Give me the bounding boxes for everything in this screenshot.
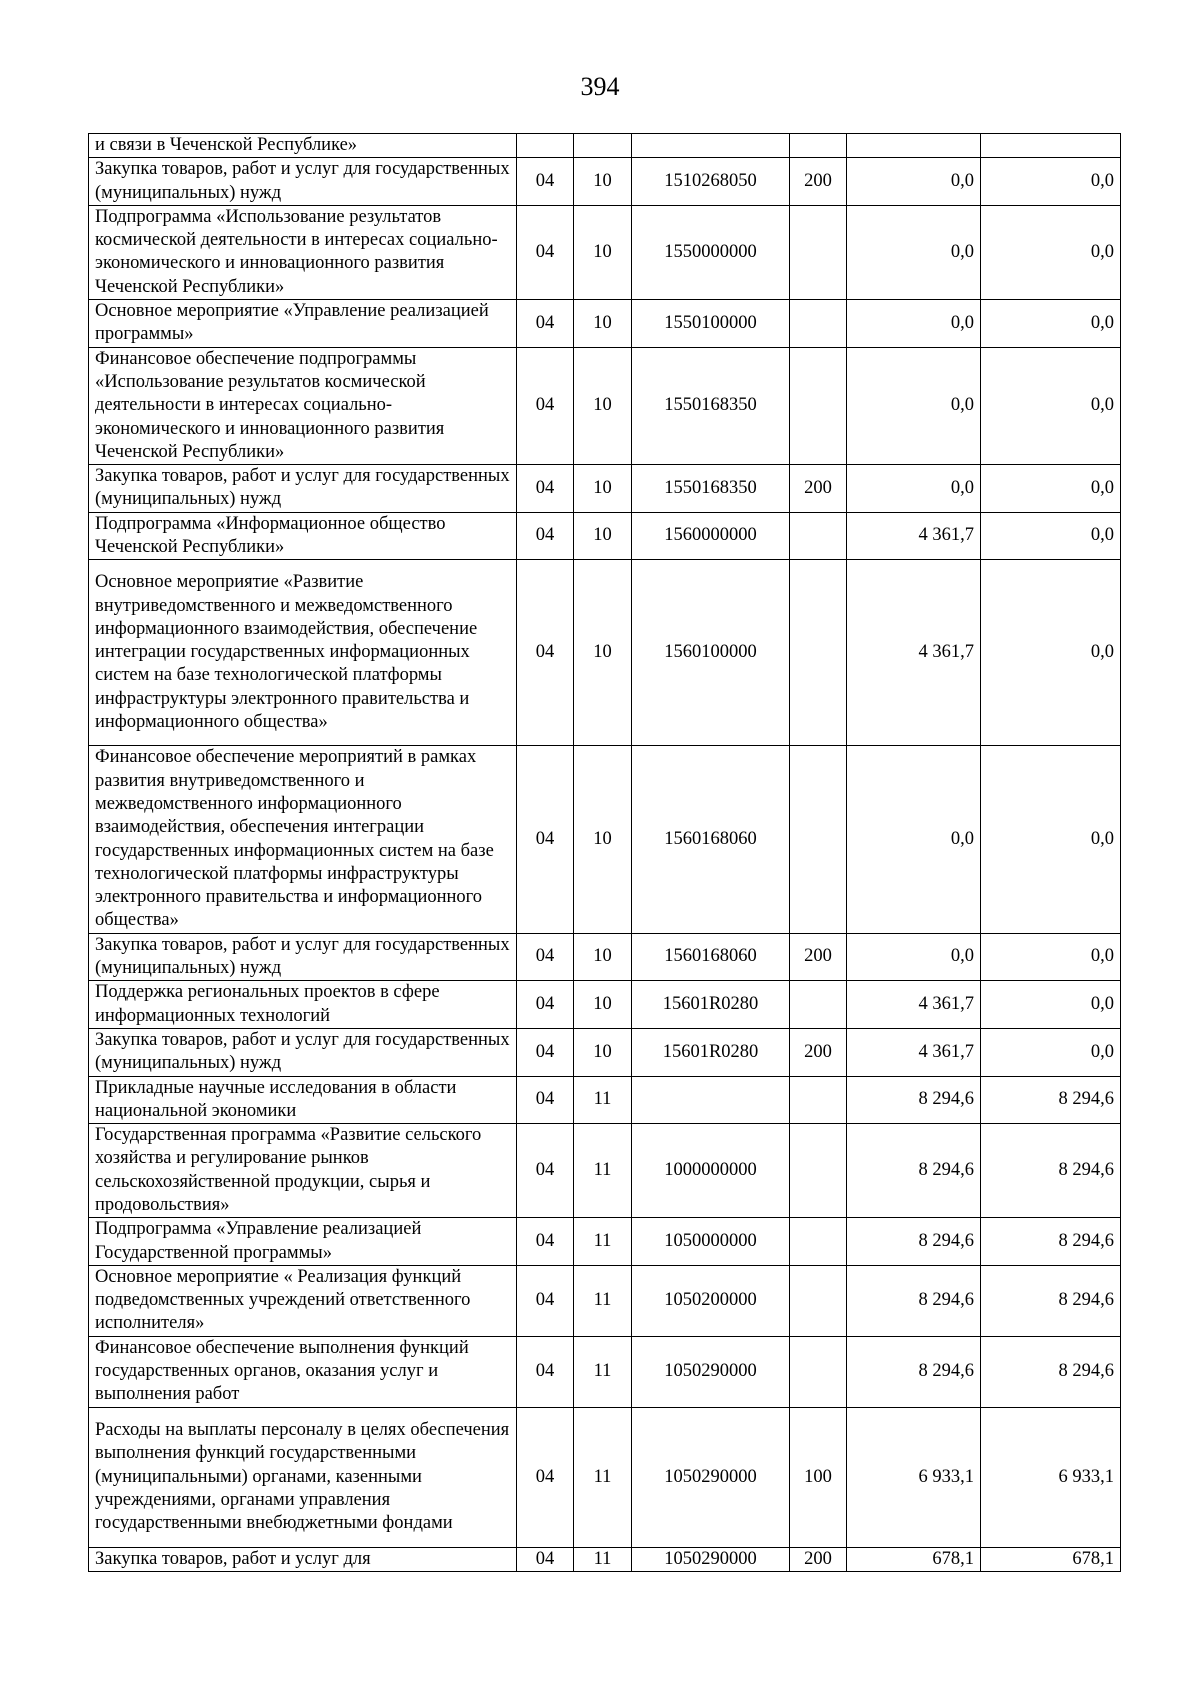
amount-year-2: 0,0 [981, 981, 1121, 1029]
expense-type-code [790, 1265, 847, 1336]
section-code: 04 [517, 1265, 574, 1336]
subsection-code: 11 [574, 1265, 632, 1336]
target-article-code: 1050290000 [632, 1547, 790, 1571]
section-code: 04 [517, 1218, 574, 1266]
section-code: 04 [517, 981, 574, 1029]
expense-type-code: 200 [790, 933, 847, 981]
section-code: 04 [517, 1547, 574, 1571]
amount-year-2: 0,0 [981, 1028, 1121, 1076]
amount-year-1: 4 361,7 [847, 1028, 981, 1076]
section-code: 04 [517, 746, 574, 933]
section-code: 04 [517, 1336, 574, 1407]
table-row [89, 134, 1121, 158]
table-row [89, 1407, 1121, 1547]
subsection-code: 10 [574, 981, 632, 1029]
row-description: Подпрограмма «Использование результатов космической деятельности в интересах социально-экономического и инновационного развития Чеченской Республики» [89, 205, 517, 299]
table-row [89, 1547, 1121, 1571]
row-description: Закупка товаров, работ и услуг для государственных (муниципальных) нужд [89, 158, 517, 206]
table-row [89, 560, 1121, 746]
subsection-code: 10 [574, 560, 632, 746]
table-row [89, 981, 1121, 1029]
amount-year-2: 8 294,6 [981, 1076, 1121, 1124]
amount-year-2: 0,0 [981, 347, 1121, 464]
page-number: 394 [580, 72, 620, 101]
amount-year-1: 0,0 [847, 300, 981, 348]
section-code: 04 [517, 933, 574, 981]
row-description: и связи в Чеченской Республике» [89, 134, 517, 158]
table-row [89, 512, 1121, 560]
expense-type-code [790, 300, 847, 348]
target-article-code: 1560000000 [632, 512, 790, 560]
amount-year-1: 8 294,6 [847, 1124, 981, 1218]
amount-year-1: 6 933,1 [847, 1407, 981, 1547]
amount-year-1: 4 361,7 [847, 560, 981, 746]
subsection-code: 11 [574, 1407, 632, 1547]
section-code [517, 134, 574, 158]
expense-type-code [790, 205, 847, 299]
subsection-code: 10 [574, 465, 632, 513]
target-article-code: 1560168060 [632, 746, 790, 933]
expense-type-code: 200 [790, 1547, 847, 1571]
section-code: 04 [517, 465, 574, 513]
target-article-code: 1550168350 [632, 347, 790, 464]
amount-year-2: 0,0 [981, 560, 1121, 746]
section-code: 04 [517, 1124, 574, 1218]
row-description: Поддержка региональных проектов в сфере информационных технологий [89, 981, 517, 1029]
table-row [89, 1028, 1121, 1076]
row-description: Подпрограмма «Управление реализацией Государственной программы» [89, 1218, 517, 1266]
table-row [89, 1218, 1121, 1266]
amount-year-1: 0,0 [847, 205, 981, 299]
section-code: 04 [517, 158, 574, 206]
row-description: Государственная программа «Развитие сельского хозяйства и регулирование рынков сельскохозяйственной продукции, сырья и продовольствия» [89, 1124, 517, 1218]
section-code: 04 [517, 560, 574, 746]
subsection-code: 11 [574, 1547, 632, 1571]
subsection-code: 11 [574, 1218, 632, 1266]
amount-year-2: 8 294,6 [981, 1265, 1121, 1336]
target-article-code [632, 1076, 790, 1124]
table-row [89, 1265, 1121, 1336]
subsection-code: 10 [574, 158, 632, 206]
expense-type-code [790, 134, 847, 158]
table-row [89, 1124, 1121, 1218]
expense-type-code [790, 512, 847, 560]
target-article-code: 1000000000 [632, 1124, 790, 1218]
amount-year-2: 6 933,1 [981, 1407, 1121, 1547]
section-code: 04 [517, 512, 574, 560]
target-article-code: 1050290000 [632, 1407, 790, 1547]
target-article-code: 1550100000 [632, 300, 790, 348]
table-row [89, 1076, 1121, 1124]
subsection-code: 10 [574, 746, 632, 933]
subsection-code: 11 [574, 1124, 632, 1218]
table-row [89, 158, 1121, 206]
amount-year-2: 0,0 [981, 465, 1121, 513]
row-description: Расходы на выплаты персоналу в целях обеспечения выполнения функций государственными (муниципальными) органами, казенными учреждениями, органами управления государственными внебюджетными фондами [89, 1407, 517, 1547]
target-article-code: 1550168350 [632, 465, 790, 513]
amount-year-2: 0,0 [981, 933, 1121, 981]
expense-type-code [790, 1124, 847, 1218]
row-description: Закупка товаров, работ и услуг для [89, 1547, 517, 1571]
amount-year-1: 0,0 [847, 465, 981, 513]
row-description: Финансовое обеспечение подпрограммы «Использование результатов космической деятельности в интересах социально-экономического и инновационного развития Чеченской Республики» [89, 347, 517, 464]
amount-year-2: 0,0 [981, 512, 1121, 560]
subsection-code: 11 [574, 1076, 632, 1124]
subsection-code: 10 [574, 347, 632, 464]
row-description: Закупка товаров, работ и услуг для государственных (муниципальных) нужд [89, 933, 517, 981]
amount-year-1: 678,1 [847, 1547, 981, 1571]
amount-year-1: 0,0 [847, 347, 981, 464]
target-article-code: 1560100000 [632, 560, 790, 746]
amount-year-1: 8 294,6 [847, 1265, 981, 1336]
row-description: Финансовое обеспечение мероприятий в рамках развития внутриведомственного и межведомственного информационного взаимодействия, обеспечения интеграции государственных информационных систем на базе технологической платформы инфраструктуры электронного правительства и информационного общества» [89, 746, 517, 933]
table-row [89, 347, 1121, 464]
amount-year-1 [847, 134, 981, 158]
subsection-code: 10 [574, 512, 632, 560]
subsection-code: 10 [574, 205, 632, 299]
row-description: Закупка товаров, работ и услуг для государственных (муниципальных) нужд [89, 1028, 517, 1076]
amount-year-1: 8 294,6 [847, 1076, 981, 1124]
target-article-code: 1560168060 [632, 933, 790, 981]
row-description: Основное мероприятие «Развитие внутриведомственного и межведомственного информационного взаимодействия, обеспечение интеграции государственных информационных систем на базе технологической платформы инфраструктуры электронного правительства и информационного общества» [89, 560, 517, 746]
target-article-code: 1510268050 [632, 158, 790, 206]
amount-year-1: 8 294,6 [847, 1218, 981, 1266]
amount-year-1: 0,0 [847, 746, 981, 933]
row-description: Финансовое обеспечение выполнения функций государственных органов, оказания услуг и выполнения работ [89, 1336, 517, 1407]
amount-year-2: 678,1 [981, 1547, 1121, 1571]
subsection-code: 11 [574, 1336, 632, 1407]
row-description: Закупка товаров, работ и услуг для государственных (муниципальных) нужд [89, 465, 517, 513]
target-article-code [632, 134, 790, 158]
target-article-code: 15601R0280 [632, 981, 790, 1029]
section-code: 04 [517, 347, 574, 464]
table-row [89, 300, 1121, 348]
subsection-code [574, 134, 632, 158]
table-row [89, 1336, 1121, 1407]
expense-type-code [790, 746, 847, 933]
amount-year-1: 4 361,7 [847, 512, 981, 560]
expense-type-code [790, 347, 847, 464]
row-description: Прикладные научные исследования в области национальной экономики [89, 1076, 517, 1124]
expense-type-code: 200 [790, 465, 847, 513]
target-article-code: 1050200000 [632, 1265, 790, 1336]
amount-year-2: 0,0 [981, 205, 1121, 299]
amount-year-2: 8 294,6 [981, 1218, 1121, 1266]
amount-year-2: 0,0 [981, 300, 1121, 348]
expense-type-code: 200 [790, 158, 847, 206]
expense-type-code: 200 [790, 1028, 847, 1076]
table-row [89, 205, 1121, 299]
expense-type-code [790, 981, 847, 1029]
target-article-code: 15601R0280 [632, 1028, 790, 1076]
amount-year-2: 8 294,6 [981, 1336, 1121, 1407]
expense-type-code [790, 1076, 847, 1124]
subsection-code: 10 [574, 933, 632, 981]
expense-type-code [790, 1336, 847, 1407]
amount-year-1: 0,0 [847, 158, 981, 206]
target-article-code: 1050000000 [632, 1218, 790, 1266]
section-code: 04 [517, 1076, 574, 1124]
section-code: 04 [517, 205, 574, 299]
expense-type-code [790, 1218, 847, 1266]
section-code: 04 [517, 1407, 574, 1547]
expense-type-code [790, 560, 847, 746]
amount-year-2: 8 294,6 [981, 1124, 1121, 1218]
row-description: Основное мероприятие « Реализация функций подведомственных учреждений ответственного исполнителя» [89, 1265, 517, 1336]
amount-year-1: 0,0 [847, 933, 981, 981]
subsection-code: 10 [574, 1028, 632, 1076]
target-article-code: 1550000000 [632, 205, 790, 299]
expense-type-code: 100 [790, 1407, 847, 1547]
table-row [89, 465, 1121, 513]
section-code: 04 [517, 300, 574, 348]
amount-year-2 [981, 134, 1121, 158]
table-row [89, 933, 1121, 981]
budget-table [88, 133, 1121, 1572]
amount-year-2: 0,0 [981, 158, 1121, 206]
section-code: 04 [517, 1028, 574, 1076]
amount-year-2: 0,0 [981, 746, 1121, 933]
amount-year-1: 8 294,6 [847, 1336, 981, 1407]
subsection-code: 10 [574, 300, 632, 348]
table-row [89, 746, 1121, 933]
budget-table-body [89, 134, 1121, 1572]
target-article-code: 1050290000 [632, 1336, 790, 1407]
row-description: Основное мероприятие «Управление реализацией программы» [89, 300, 517, 348]
row-description: Подпрограмма «Информационное общество Чеченской Республики» [89, 512, 517, 560]
amount-year-1: 4 361,7 [847, 981, 981, 1029]
